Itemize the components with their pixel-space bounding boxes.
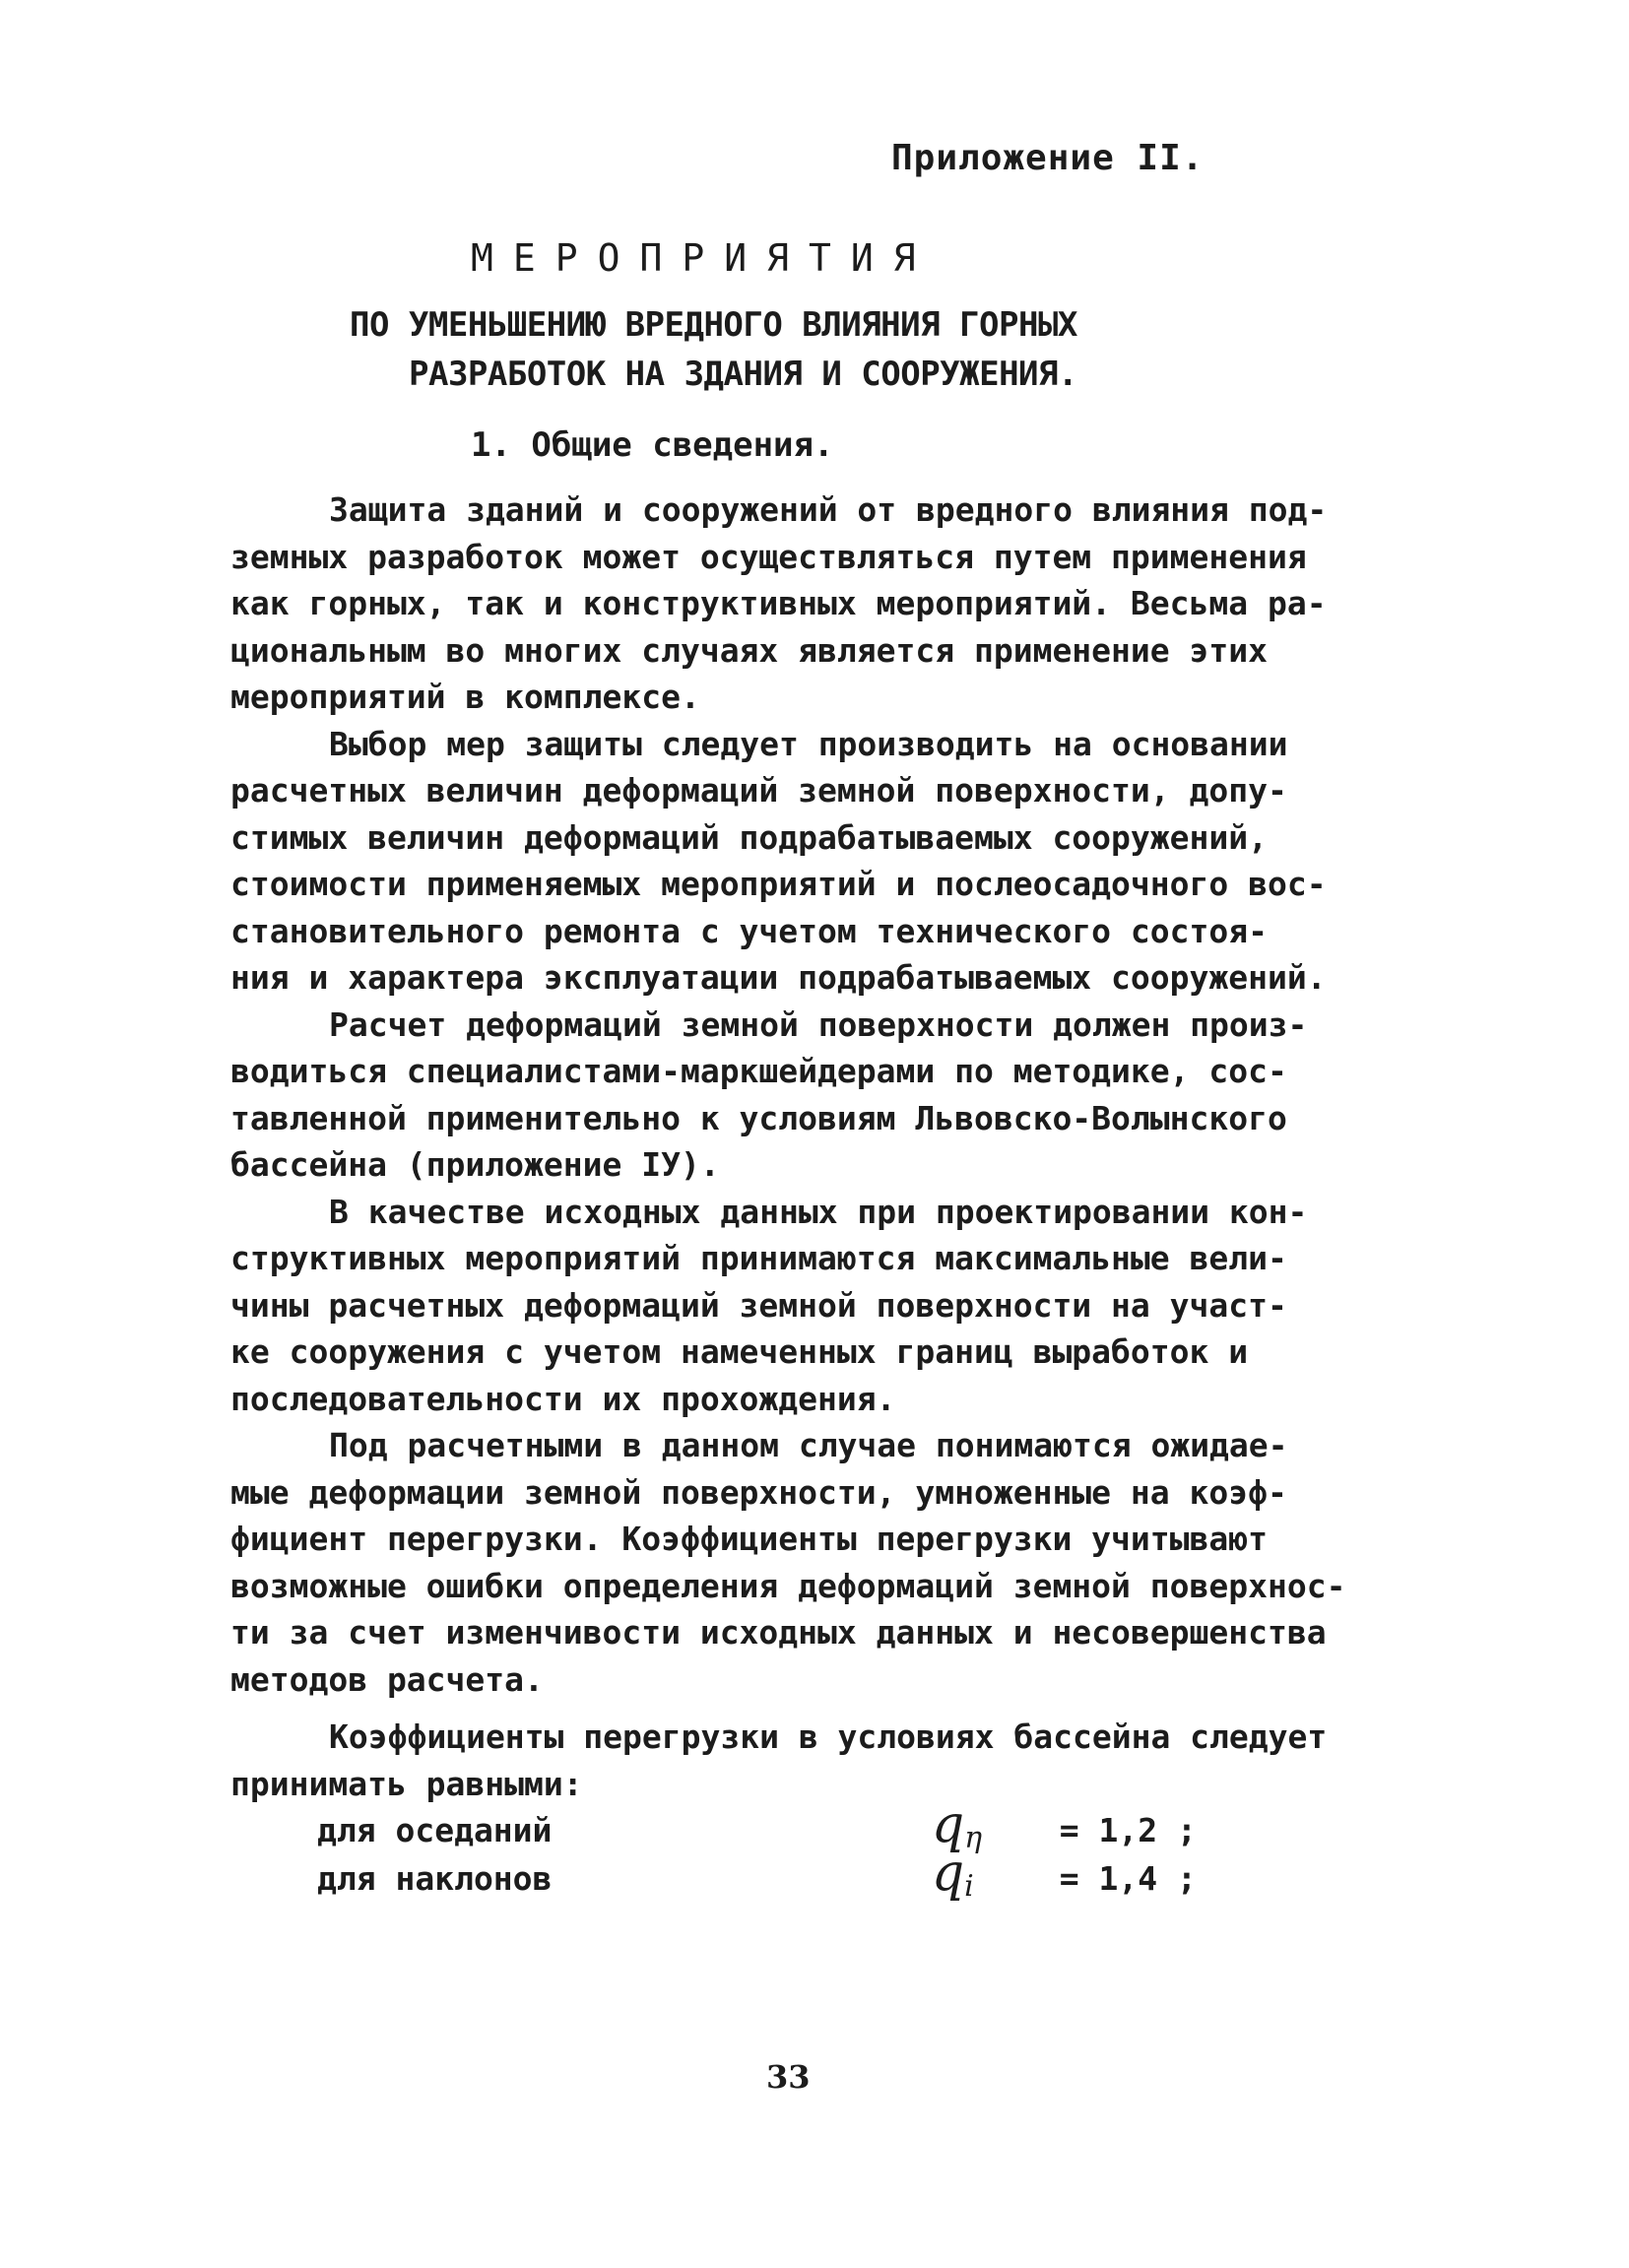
text-line: мые деформации земной поверхности, умноженные на коэф- (230, 1472, 1287, 1512)
text-line: земных разработок может осуществляться путем применения (230, 537, 1307, 576)
text-line: возможные ошибки определения деформаций земной поверхнос- (230, 1566, 1346, 1605)
text-line: расчетных величин деформаций земной поверхности, допу- (230, 771, 1287, 810)
text-line: бассейна (приложение IУ). (230, 1145, 720, 1184)
text-line: Выбор мер защиты следует производить на основании (329, 724, 1288, 763)
document-subtitle-line-2: РАЗРАБОТОК НА ЗДАНИЯ И СООРУЖЕНИЯ. (409, 355, 1077, 394)
coefficient-value: = 1,2 ; (1059, 1810, 1197, 1849)
text-line: фициент перегрузки. Коэффициенты перегрузки учитывают (230, 1520, 1268, 1558)
paragraph-1 (230, 486, 1383, 721)
document-title: МЕРОПРИЯТИЯ (471, 236, 936, 280)
document-body (230, 486, 1383, 1703)
text-line: мероприятий в комплексе. (230, 678, 700, 716)
text-line: ния и характера эксплуатации подрабатываемых сооружений. (230, 958, 1327, 997)
text-line: чины расчетных деформаций земной поверхности на участ- (230, 1285, 1287, 1325)
coefficient-symbol-letter: q (931, 1844, 965, 1903)
text-line: принимать равными: (230, 1764, 583, 1803)
text-line: циональным во многих случаях является применение этих (230, 630, 1268, 670)
text-line: Под расчетными в данном случае понимаются ожидае- (329, 1426, 1288, 1464)
text-line: Расчет деформаций земной поверхности должен произ- (329, 1004, 1308, 1044)
document-subtitle-line-1: ПО УМЕНЬШЕНИЮ ВРЕДНОГО ВЛИЯНИЯ ГОРНЫХ (350, 305, 1077, 345)
page-number: 33 (766, 2058, 811, 2096)
coefficient-label: для наклонов (317, 1858, 553, 1898)
text-line: становительного ремонта с учетом технического состоя- (230, 911, 1268, 950)
paragraph-2 (230, 721, 1383, 1002)
text-line: ти за счет изменчивости исходных данных и несовершенства (230, 1613, 1327, 1652)
appendix-label: Приложение II. (891, 138, 1205, 178)
coefficient-row-subsidence (317, 1795, 1197, 1858)
text-line: структивных мероприятий принимаются максимальные вели- (230, 1239, 1287, 1277)
text-line: водиться специалистами-маркшейдерами по методике, сос- (230, 1052, 1287, 1090)
text-line: ке сооружения с учетом намеченных границ выработок и (230, 1332, 1249, 1371)
text-line: В качестве исходных данных при проектировании кон- (329, 1192, 1308, 1231)
text-line: Защита зданий и сооружений от вредного влияния под- (329, 490, 1328, 529)
text-line: тавленной применительно к условиям Львовско-Волынского (230, 1098, 1287, 1137)
coefficients-intro (230, 1714, 1327, 1807)
coefficient-label: для оседаний (317, 1810, 553, 1849)
paragraph-5 (230, 1422, 1383, 1703)
coefficient-symbol-letter: q (931, 1795, 965, 1854)
coefficient-symbol (931, 1844, 1040, 1907)
coefficient-value: = 1,4 ; (1059, 1858, 1197, 1898)
text-line: Коэффициенты перегрузки в условиях бассейна следует (329, 1717, 1328, 1756)
paragraph-4 (230, 1189, 1383, 1423)
text-line: методов расчета. (230, 1659, 544, 1699)
coefficient-row-tilt (317, 1844, 1197, 1907)
text-line: стимых величин деформаций подрабатываемых сооружений, (230, 817, 1268, 857)
coefficient-subscript: i (964, 1869, 974, 1904)
text-line: последовательности их прохождения. (230, 1379, 896, 1418)
text-line: как горных, так и конструктивных мероприятий. Весьма ра- (230, 584, 1327, 622)
text-line: стоимости применяемых мероприятий и послеосадочного вос- (230, 865, 1327, 903)
section-heading: 1. Общие сведения. (471, 425, 834, 465)
coefficient-subscript: η (964, 1821, 983, 1855)
paragraph-3 (230, 1002, 1383, 1189)
